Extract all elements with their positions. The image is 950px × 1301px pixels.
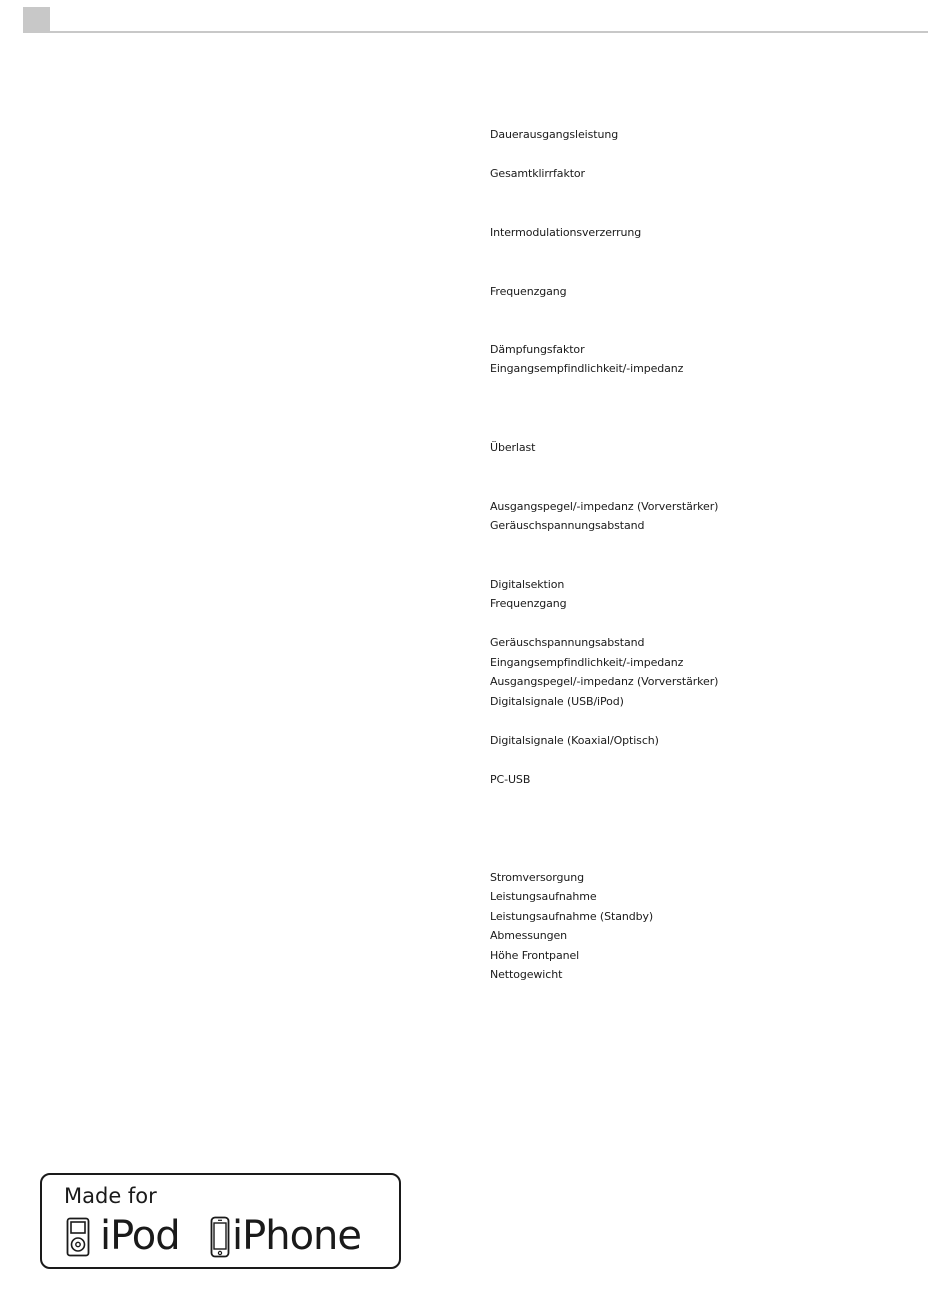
header-rule	[50, 31, 928, 33]
badge-ipod-text: iPod	[100, 1213, 180, 1259]
spec-label: Ausgangspegel/-impedanz (Vorverstärker)	[490, 675, 719, 688]
spec-label: Geräuschspannungsabstand	[490, 636, 645, 649]
spec-label: Leistungsaufnahme (Standby)	[490, 910, 654, 923]
spec-label: Überlast	[490, 441, 536, 454]
spec-label: Ausgangspegel/-impedanz (Vorverstärker)	[490, 500, 719, 513]
spec-label: Leistungsaufnahme	[490, 890, 597, 903]
spec-label: Digitalsektion	[490, 578, 565, 591]
iphone-icon	[210, 1216, 230, 1258]
ipod-icon	[66, 1217, 90, 1257]
spec-label: Abmessungen	[490, 929, 568, 942]
spec-label: Digitalsignale (USB/iPod)	[490, 695, 624, 708]
spec-label: PC-USB	[490, 773, 531, 786]
spec-label: Frequenzgang	[490, 597, 567, 610]
spec-label: Frequenzgang	[490, 285, 567, 298]
spec-label: Nettogewicht	[490, 968, 563, 981]
spec-label: Höhe Frontpanel	[490, 949, 580, 962]
spec-label: Eingangsempfindlichkeit/-impedanz	[490, 656, 684, 669]
badge-made-for-text: Made for	[64, 1184, 157, 1208]
spec-label: Gesamtklirrfaktor	[490, 167, 585, 180]
header-marker	[23, 7, 50, 33]
spec-label: Geräuschspannungsabstand	[490, 519, 645, 532]
spec-label: Eingangsempfindlichkeit/-impedanz	[490, 362, 684, 375]
spec-label: Stromversorgung	[490, 871, 585, 884]
badge-iphone-text: iPhone	[232, 1213, 362, 1259]
spec-label: Dämpfungsfaktor	[490, 343, 585, 356]
spec-label: Dauerausgangsleistung	[490, 128, 619, 141]
spec-label: Digitalsignale (Koaxial/Optisch)	[490, 734, 659, 747]
made-for-ipod-iphone-badge	[40, 1173, 401, 1269]
spec-label: Intermodulationsverzerrung	[490, 226, 642, 239]
